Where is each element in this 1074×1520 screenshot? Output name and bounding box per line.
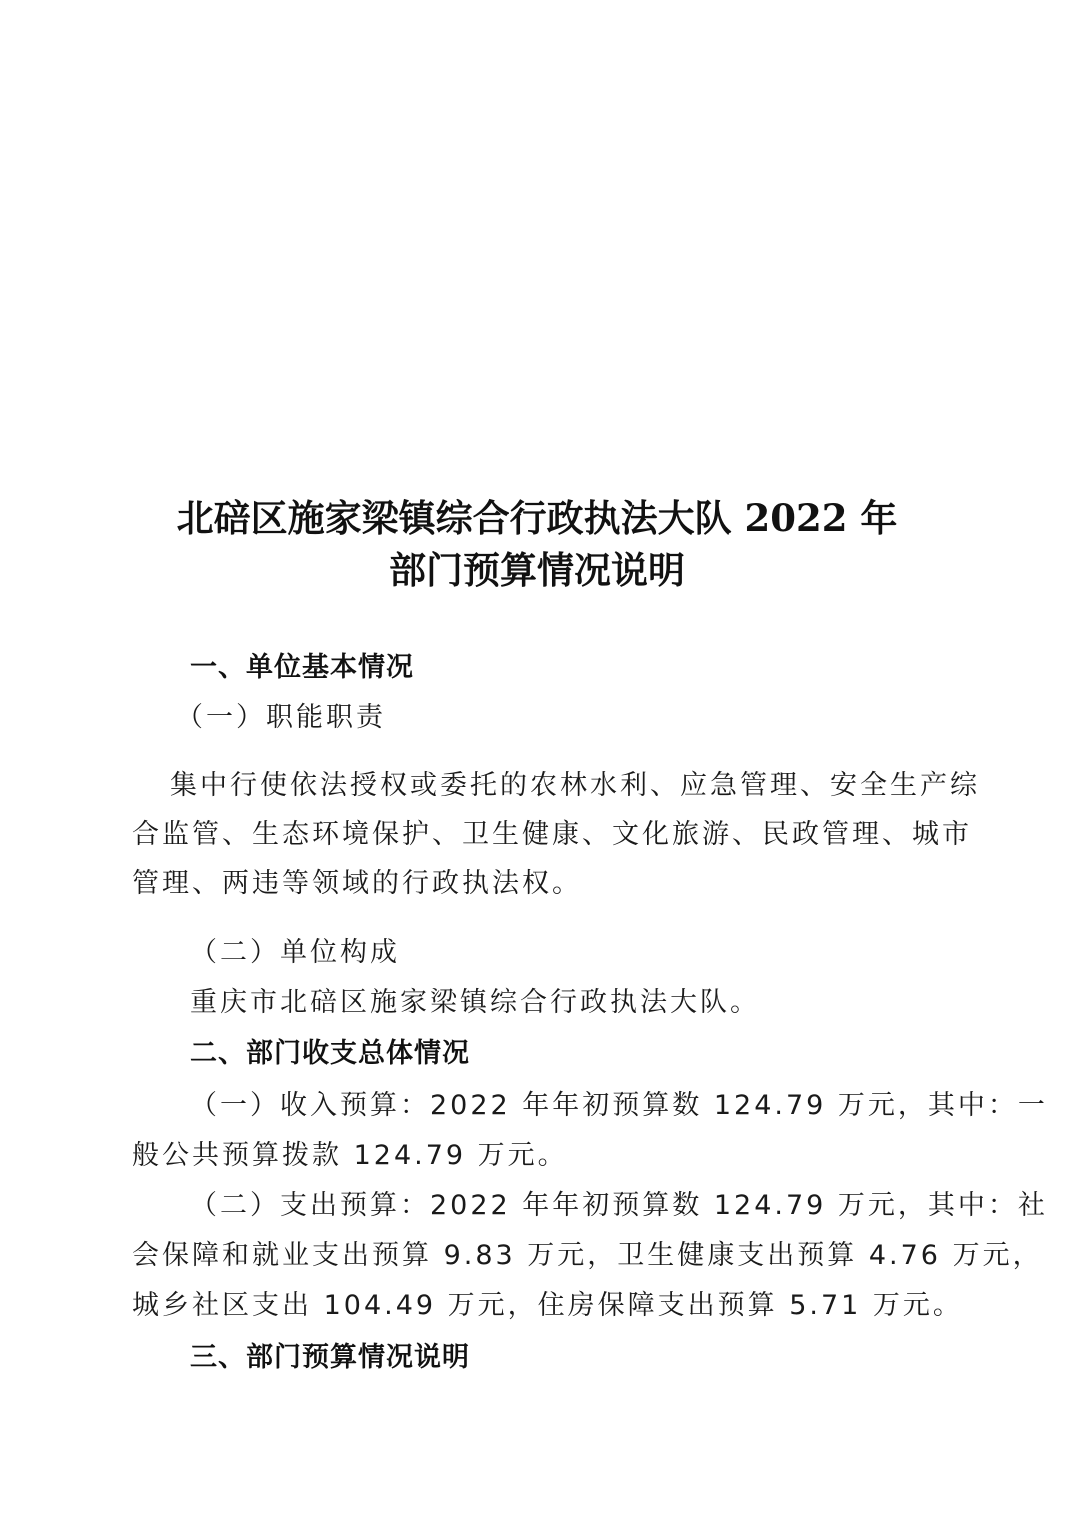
section2-heading: 二、部门收支总体情况 <box>190 1038 470 1069</box>
section1-sub1-text-line3: 管理、两违等领域的行政执法权。 <box>132 868 582 899</box>
section3-heading: 三、部门预算情况说明 <box>190 1342 470 1373</box>
section2-income-line2: 般公共预算拨款 124.79 万元。 <box>132 1140 568 1171</box>
section1-sub2-heading: （二）单位构成 <box>190 937 400 968</box>
section1-sub1-heading: （一）职能职责 <box>176 702 386 733</box>
section2-expense-line3: 城乡社区支出 104.49 万元，住房保障支出预算 5.71 万元。 <box>132 1290 963 1321</box>
section2-income-line1: （一）收入预算：2022 年年初预算数 124.79 万元，其中：一 <box>190 1090 1048 1121</box>
section2-expense-line1: （二）支出预算：2022 年年初预算数 124.79 万元，其中：社 <box>190 1190 1048 1221</box>
section1-sub1-text-line2: 合监管、生态环境保护、卫生健康、文化旅游、民政管理、城市 <box>132 819 972 850</box>
document-title-line1: 北碚区施家梁镇综合行政执法大队 2022 年 <box>176 496 898 540</box>
section2-expense-line2: 会保障和就业支出预算 9.83 万元，卫生健康支出预算 4.76 万元， <box>132 1240 1043 1271</box>
section1-heading: 一、单位基本情况 <box>190 652 414 683</box>
section1-sub2-text: 重庆市北碚区施家梁镇综合行政执法大队。 <box>190 987 760 1018</box>
section1-sub1-text-line1: 集中行使依法授权或委托的农林水利、应急管理、安全生产综 <box>170 770 980 801</box>
document-title-line2: 部门预算情况说明 <box>389 548 685 592</box>
